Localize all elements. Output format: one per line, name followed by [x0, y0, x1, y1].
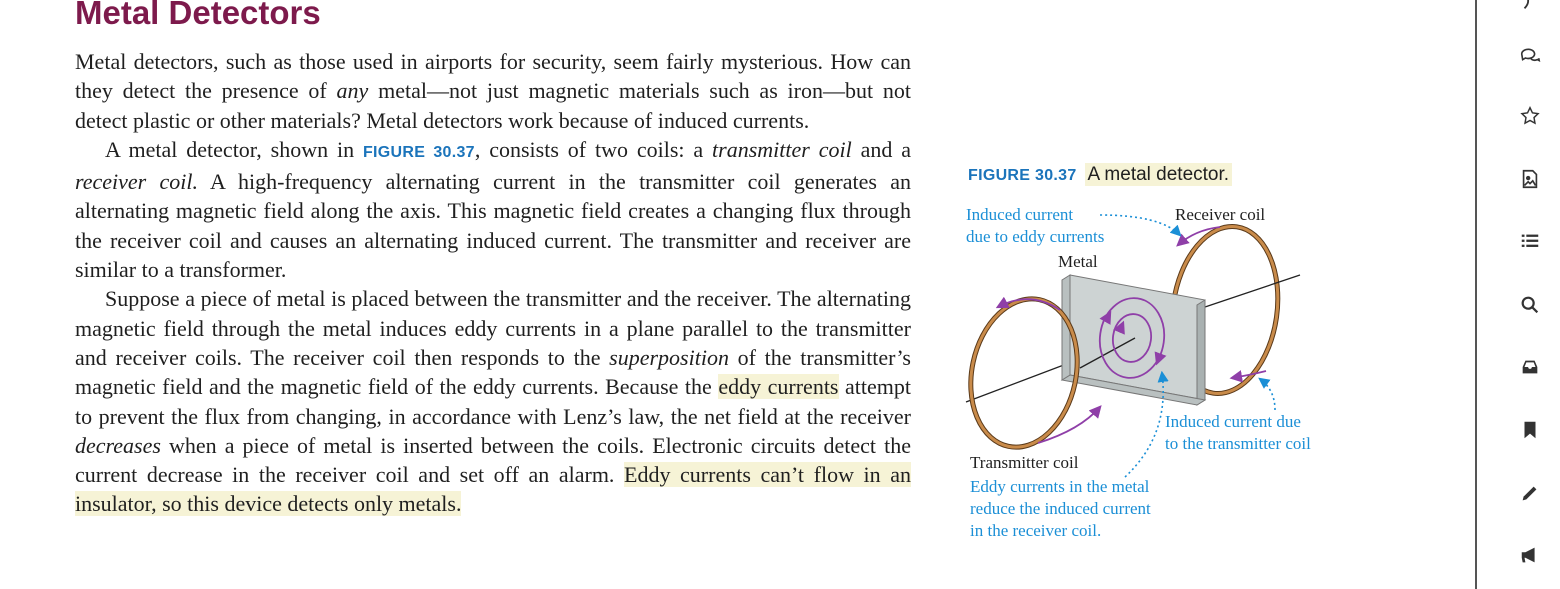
- chevron-icon[interactable]: [1517, 0, 1543, 14]
- body-text: [75, 47, 911, 519]
- p3-text-c: of the transmitter’s magnetic field and the magnetic field of the eddy currents. Because the: [75, 344, 911, 400]
- p2-text-b: , consists of two coils: a: [474, 136, 713, 162]
- paragraph-3: [75, 284, 911, 518]
- p3-emphasis-superposition: superposition: [609, 344, 729, 370]
- image-icon[interactable]: [1517, 166, 1543, 192]
- label-transmitter-coil: Transmitter coil: [970, 453, 1079, 472]
- label-metal: Metal: [1058, 252, 1098, 271]
- label-induced-eddy-2: due to eddy currents: [966, 227, 1105, 246]
- pencil-icon[interactable]: [1517, 480, 1543, 506]
- bookmark-icon[interactable]: [1517, 417, 1543, 443]
- paragraph-1: [75, 47, 911, 135]
- label-eddy-metal-2: reduce the induced current: [970, 499, 1151, 518]
- inbox-icon[interactable]: [1517, 354, 1543, 380]
- p1-text-a: Metal detectors, such as those used in airports for security, seem fairly mysterious. How can they detect the presence of: [75, 49, 911, 104]
- figure-caption-text[interactable]: A metal detector.: [1085, 163, 1233, 186]
- p3-emphasis-decreases: decreases: [75, 432, 161, 458]
- label-induced-transmitter-1: Induced current due: [1165, 412, 1301, 431]
- highlight-eddy-currents[interactable]: eddy currents: [718, 374, 839, 400]
- label-induced-transmitter-2: to the transmitter coil: [1165, 434, 1311, 453]
- label-induced-eddy-1: Induced current: [966, 205, 1074, 224]
- figure-number: FIGURE 30.37: [968, 167, 1077, 184]
- label-eddy-metal-3: in the receiver coil.: [970, 521, 1102, 540]
- axis-line-right: [1205, 275, 1300, 307]
- p3-text-a: Suppose a piece of metal is placed between the transmitter and the receiver. The alternating magnetic field through the metal induces eddy currents in a plane parallel to the transmitter and receiver coils. The receiver coil then responds to the: [75, 286, 911, 370]
- figure-reference-link[interactable]: FIGURE 30.37: [362, 143, 475, 161]
- figure-caption: [968, 164, 1232, 186]
- p3-text-e: attempt to prevent the flux from changing, in accordance with Lenz’s law, the net field at the receiver: [75, 374, 912, 429]
- list-icon[interactable]: [1517, 228, 1543, 254]
- p3-text-g: when a piece of metal is inserted between the coils. Electronic circuits detect the current decrease in the receiver coil and set off an alarm.: [75, 432, 911, 488]
- metal-detector-diagram: [960, 195, 1350, 550]
- right-toolbar: [1475, 0, 1560, 589]
- paragraph-2: [75, 135, 911, 284]
- p2-text-f: A high-frequency alternating current in the transmitter coil generates an alternating magnetic field along the axis. This magnetic field creates a changing flux through the receiver coil and causes an alternating induced current. The transmitter and receiver are similar to a transformer.: [75, 169, 911, 283]
- label-receiver-coil: Receiver coil: [1175, 205, 1266, 224]
- p2-emphasis-receiver: receiver coil.: [75, 169, 198, 195]
- search-icon[interactable]: [1517, 292, 1543, 318]
- star-icon[interactable]: [1517, 103, 1543, 129]
- label-eddy-metal-1: Eddy currents in the metal: [970, 477, 1150, 496]
- megaphone-icon[interactable]: [1517, 542, 1543, 568]
- comments-icon[interactable]: [1517, 42, 1543, 68]
- section-title: Metal Detectors: [75, 0, 321, 31]
- metal-plate: [1062, 275, 1205, 405]
- p1-text-c: metal—not just magnetic materials such as iron—but not detect plastic or other materials? Metal detectors work because of induced currents.: [75, 78, 912, 133]
- p1-emphasis-any: any: [336, 78, 369, 104]
- p2-emphasis-transmitter: transmitter coil: [712, 136, 852, 162]
- p2-text-d: and a: [851, 136, 911, 162]
- highlight-insulator-sentence[interactable]: Eddy currents can’t flow in an insulator, so this device detects only metals.: [75, 462, 911, 517]
- p2-text-a: A metal detector, shown in: [105, 136, 363, 162]
